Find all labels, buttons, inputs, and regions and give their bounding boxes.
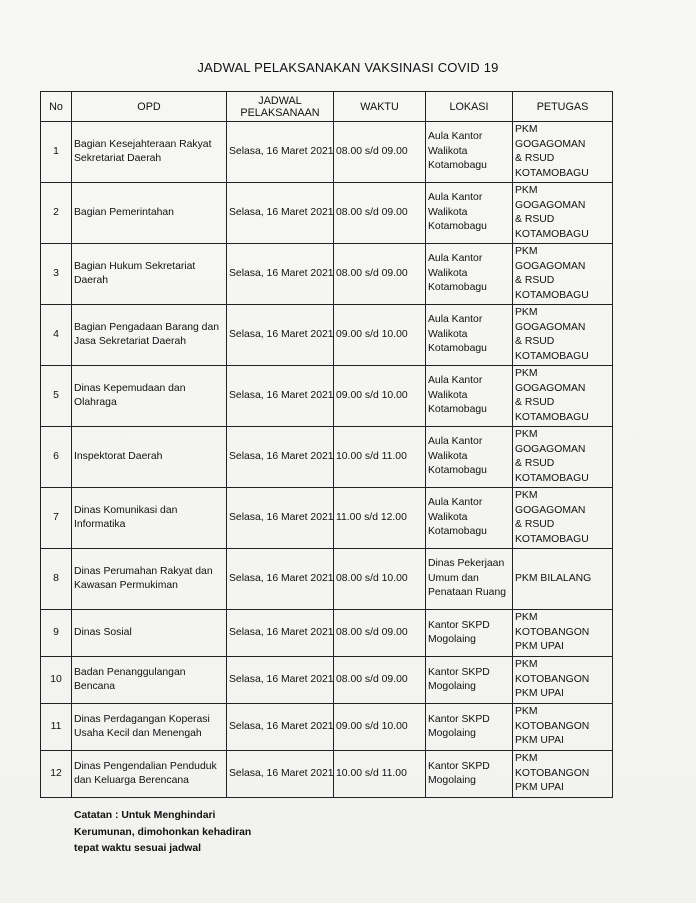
row-petugas [513,704,613,751]
header-jadwal-line1: JADWAL [258,94,302,107]
lokasi-line: Aula Kantor [428,253,483,265]
row-jadwal: Selasa, 16 Maret 2021 [227,183,334,244]
row-jadwal: Selasa, 16 Maret 2021 [227,751,334,798]
row-lokasi [426,488,513,549]
petugas-line: PKM UPAI [515,782,564,794]
petugas-line: & RSUD [515,458,555,469]
row-lokasi [426,657,513,704]
petugas-line: PKM GOGAGOMAN [515,185,586,211]
row-lokasi [426,427,513,488]
lokasi-line: Kantor SKPD [428,619,490,631]
lokasi-line: Mogolaing [428,728,476,739]
petugas-line: PKM GOGAGOMAN [515,429,586,455]
row-opd: Badan Penanggulangan Bencana [72,657,227,704]
table-row [41,657,613,704]
lokasi-line: Aula Kantor [428,436,483,448]
schedule-table [40,91,613,798]
header-opd: OPD [72,92,227,122]
row-opd: Bagian Pengadaan Barang dan Jasa Sekretariat Daerah [72,305,227,366]
lokasi-line: Kotamobagu [428,343,487,355]
lokasi-line: Kantor SKPD [428,760,490,772]
row-no: 3 [41,244,72,305]
petugas-line: PKM GOGAGOMAN [515,246,586,272]
petugas-line: PKM KOTOBANGON [515,753,590,779]
lokasi-line: Aula Kantor [428,192,483,204]
lokasi-line: Kotamobagu [428,282,487,294]
document-title: JADWAL PELAKSANAKAN VAKSINASI COVID 19 [197,60,499,75]
table-header-row [41,92,613,122]
petugas-line: & RSUD [515,214,555,225]
header-lokasi: LOKASI [426,92,513,122]
table-row [41,549,613,610]
table-row [41,122,613,183]
row-no: 6 [41,427,72,488]
row-petugas [513,244,613,305]
row-no: 10 [41,657,72,704]
petugas-line: PKM BILALANG [515,572,592,584]
row-no: 2 [41,183,72,244]
row-lokasi [426,305,513,366]
row-petugas [513,488,613,549]
lokasi-line: Aula Kantor [428,497,483,509]
row-waktu: 08.00 s/d 09.00 [334,657,426,704]
row-lokasi [426,183,513,244]
row-opd: Dinas Kepemudaan dan Olahraga [72,366,227,427]
petugas-line: PKM GOGAGOMAN [515,368,586,394]
row-no: 8 [41,549,72,610]
row-opd: Bagian Pemerintahan [72,183,227,244]
petugas-line: KOTAMOBAGU [515,533,589,545]
row-jadwal: Selasa, 16 Maret 2021 [227,427,334,488]
petugas-line: PKM KOTOBANGON [515,612,590,638]
table-row [41,751,613,798]
row-petugas [513,657,613,704]
row-jadwal: Selasa, 16 Maret 2021 [227,657,334,704]
row-opd: Dinas Perdagangan Koperasi Usaha Kecil dan Menengah [72,704,227,751]
row-lokasi [426,704,513,751]
row-no: 11 [41,704,72,751]
lokasi-line: Walikota [428,328,468,340]
header-jadwal-line2: PELAKSANAAN [240,106,320,119]
petugas-line: PKM GOGAGOMAN [515,307,586,333]
row-lokasi [426,610,513,657]
lokasi-line: Kotamobagu [428,404,487,416]
table-row [41,427,613,488]
table-row [41,488,613,549]
row-opd: Bagian Kesejahteraan Rakyat Sekretariat Daerah [72,122,227,183]
lokasi-line: Aula Kantor [428,375,483,387]
row-no: 4 [41,305,72,366]
lokasi-line: Walikota [428,511,468,523]
petugas-line: & RSUD [515,519,555,530]
lokasi-line: Kotamobagu [428,465,487,477]
petugas-line: & RSUD [515,397,555,408]
lokasi-line: Penataan Ruang [428,587,506,599]
lokasi-line: Kotamobagu [428,526,487,538]
lokasi-line: Walikota [428,450,468,462]
row-no: 9 [41,610,72,657]
row-lokasi [426,751,513,798]
lokasi-line: Walikota [428,145,468,157]
petugas-line: PKM KOTOBANGON [515,659,590,685]
petugas-line: KOTAMOBAGU [515,472,589,484]
row-jadwal: Selasa, 16 Maret 2021 [227,549,334,610]
row-lokasi [426,366,513,427]
row-petugas [513,610,613,657]
row-lokasi [426,244,513,305]
petugas-line: & RSUD [515,275,555,286]
row-jadwal: Selasa, 16 Maret 2021 [227,704,334,751]
lokasi-line: Kotamobagu [428,160,487,172]
row-no: 5 [41,366,72,427]
row-opd: Inspektorat Daerah [72,427,227,488]
lokasi-line: Mogolaing [428,634,476,645]
row-petugas [513,549,613,610]
row-no: 1 [41,122,72,183]
row-waktu: 09.00 s/d 10.00 [334,366,426,427]
lokasi-line: Kantor SKPD [428,666,490,678]
lokasi-line: Kotamobagu [428,221,487,233]
petugas-line: PKM KOTOBANGON [515,706,590,732]
petugas-line: PKM UPAI [515,735,564,747]
table-row [41,366,613,427]
petugas-line: KOTAMOBAGU [515,411,589,423]
row-jadwal: Selasa, 16 Maret 2021 [227,244,334,305]
row-waktu: 11.00 s/d 12.00 [334,488,426,549]
row-petugas [513,366,613,427]
header-no: No [41,92,72,122]
row-jadwal: Selasa, 16 Maret 2021 [227,305,334,366]
petugas-line: PKM GOGAGOMAN [515,124,586,150]
petugas-line: & RSUD [515,336,555,347]
petugas-line: PKM UPAI [515,688,564,700]
table-row [41,305,613,366]
table-row [41,704,613,751]
petugas-line: KOTAMOBAGU [515,167,589,179]
lokasi-line: Kantor SKPD [428,713,490,725]
petugas-line: PKM GOGAGOMAN [515,490,586,516]
row-waktu: 08.00 s/d 10.00 [334,549,426,610]
petugas-line: PKM UPAI [515,641,564,653]
petugas-line: KOTAMOBAGU [515,289,589,301]
lokasi-line: Walikota [428,389,468,401]
lokasi-line: Mogolaing [428,681,476,692]
table-body [41,122,613,798]
row-waktu: 08.00 s/d 09.00 [334,183,426,244]
lokasi-line: Umum dan [428,572,479,584]
note-text: Catatan : Untuk Menghindari Kerumunan, dimohonkan kehadiran tepat waktu sesuai jadwal [74,810,252,854]
row-jadwal: Selasa, 16 Maret 2021 [227,610,334,657]
table-row [41,244,613,305]
row-petugas [513,427,613,488]
petugas-line: KOTAMOBAGU [515,228,589,240]
lokasi-line: Aula Kantor [428,314,483,326]
lokasi-line: Walikota [428,206,468,218]
lokasi-line: Aula Kantor [428,131,483,143]
row-petugas [513,183,613,244]
lokasi-line: Dinas Pekerjaan [428,558,505,570]
petugas-line: KOTAMOBAGU [515,350,589,362]
header-petugas: PETUGAS [513,92,613,122]
row-petugas [513,751,613,798]
lokasi-line: Walikota [428,267,468,279]
row-jadwal: Selasa, 16 Maret 2021 [227,366,334,427]
row-waktu: 08.00 s/d 09.00 [334,244,426,305]
row-waktu: 09.00 s/d 10.00 [334,305,426,366]
row-waktu: 10.00 s/d 11.00 [334,751,426,798]
row-no: 12 [41,751,72,798]
row-lokasi [426,549,513,610]
header-waktu: WAKTU [334,92,426,122]
row-waktu: 09.00 s/d 10.00 [334,704,426,751]
row-jadwal: Selasa, 16 Maret 2021 [227,122,334,183]
lokasi-line: Mogolaing [428,775,476,786]
header-jadwal [227,92,334,122]
table-row [41,183,613,244]
row-petugas [513,305,613,366]
row-jadwal: Selasa, 16 Maret 2021 [227,488,334,549]
row-petugas [513,122,613,183]
petugas-line: & RSUD [515,153,555,164]
row-lokasi [426,122,513,183]
row-opd: Bagian Hukum Sekretariat Daerah [72,244,227,305]
row-opd: Dinas Sosial [72,610,227,657]
row-no: 7 [41,488,72,549]
row-waktu: 08.00 s/d 09.00 [334,122,426,183]
row-waktu: 10.00 s/d 11.00 [334,427,426,488]
row-opd: Dinas Pengendalian Penduduk dan Keluarga Berencana [72,751,227,798]
row-opd: Dinas Perumahan Rakyat dan Kawasan Permukiman [72,549,227,610]
row-opd: Dinas Komunikasi dan Informatika [72,488,227,549]
table-row [41,610,613,657]
row-waktu: 08.00 s/d 09.00 [334,610,426,657]
